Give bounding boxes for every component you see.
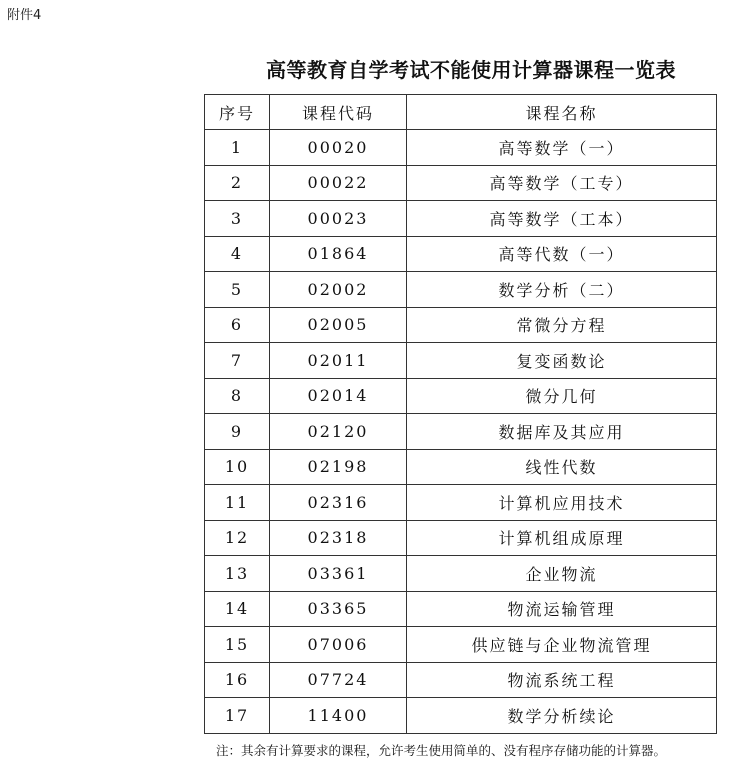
cell-seq: 6 bbox=[205, 307, 270, 343]
cell-course-code: 00022 bbox=[270, 165, 407, 201]
cell-seq: 12 bbox=[205, 520, 270, 556]
cell-course-code: 02316 bbox=[270, 485, 407, 521]
table-row bbox=[205, 165, 717, 201]
cell-seq: 3 bbox=[205, 201, 270, 237]
cell-course-code: 07006 bbox=[270, 627, 407, 663]
cell-course-code: 02014 bbox=[270, 378, 407, 414]
table-row bbox=[205, 627, 717, 663]
header-course-code: 课程代码 bbox=[270, 95, 407, 130]
cell-course-name: 供应链与企业物流管理 bbox=[407, 627, 717, 663]
cell-seq: 1 bbox=[205, 130, 270, 166]
attachment-label: 附件4 bbox=[7, 8, 42, 23]
table-row bbox=[205, 130, 717, 166]
cell-course-name: 数据库及其应用 bbox=[407, 414, 717, 450]
table-row bbox=[205, 591, 717, 627]
table-row bbox=[205, 485, 717, 521]
table-row bbox=[205, 662, 717, 698]
table-row bbox=[205, 201, 717, 237]
cell-course-name: 企业物流 bbox=[407, 556, 717, 592]
cell-course-code: 02120 bbox=[270, 414, 407, 450]
cell-seq: 10 bbox=[205, 449, 270, 485]
cell-seq: 15 bbox=[205, 627, 270, 663]
document-title: 高等教育自学考试不能使用计算器课程一览表 bbox=[266, 58, 676, 82]
table-row bbox=[205, 307, 717, 343]
cell-seq: 9 bbox=[205, 414, 270, 450]
cell-seq: 5 bbox=[205, 272, 270, 308]
cell-seq: 17 bbox=[205, 698, 270, 734]
cell-course-code: 00020 bbox=[270, 130, 407, 166]
table-header bbox=[205, 95, 717, 130]
table-row bbox=[205, 449, 717, 485]
cell-course-code: 11400 bbox=[270, 698, 407, 734]
cell-course-code: 00023 bbox=[270, 201, 407, 237]
table-row bbox=[205, 272, 717, 308]
table-row bbox=[205, 414, 717, 450]
cell-course-code: 02198 bbox=[270, 449, 407, 485]
cell-course-code: 03361 bbox=[270, 556, 407, 592]
course-table bbox=[204, 94, 717, 734]
cell-seq: 14 bbox=[205, 591, 270, 627]
cell-course-code: 02005 bbox=[270, 307, 407, 343]
footnote: 注：其余有计算要求的课程，允许考生使用简单的、没有程序存储功能的计算器。 bbox=[216, 743, 667, 758]
cell-seq: 16 bbox=[205, 662, 270, 698]
table-row bbox=[205, 236, 717, 272]
cell-course-name: 计算机组成原理 bbox=[407, 520, 717, 556]
table-body bbox=[205, 130, 717, 734]
cell-course-name: 数学分析（二） bbox=[407, 272, 717, 308]
table-row bbox=[205, 556, 717, 592]
cell-course-code: 03365 bbox=[270, 591, 407, 627]
table-row bbox=[205, 520, 717, 556]
cell-course-name: 高等代数（一） bbox=[407, 236, 717, 272]
cell-course-code: 02002 bbox=[270, 272, 407, 308]
table-row bbox=[205, 698, 717, 734]
cell-course-name: 数学分析续论 bbox=[407, 698, 717, 734]
cell-course-name: 复变函数论 bbox=[407, 343, 717, 379]
cell-seq: 13 bbox=[205, 556, 270, 592]
cell-course-code: 02011 bbox=[270, 343, 407, 379]
header-course-name: 课程名称 bbox=[407, 95, 717, 130]
cell-course-name: 线性代数 bbox=[407, 449, 717, 485]
cell-course-name: 物流系统工程 bbox=[407, 662, 717, 698]
cell-course-name: 常微分方程 bbox=[407, 307, 717, 343]
header-seq: 序号 bbox=[205, 95, 270, 130]
cell-course-code: 02318 bbox=[270, 520, 407, 556]
cell-seq: 2 bbox=[205, 165, 270, 201]
cell-course-code: 07724 bbox=[270, 662, 407, 698]
cell-course-name: 微分几何 bbox=[407, 378, 717, 414]
cell-seq: 4 bbox=[205, 236, 270, 272]
cell-seq: 7 bbox=[205, 343, 270, 379]
cell-course-name: 高等数学（工本） bbox=[407, 201, 717, 237]
table-row bbox=[205, 378, 717, 414]
cell-seq: 8 bbox=[205, 378, 270, 414]
cell-seq: 11 bbox=[205, 485, 270, 521]
cell-course-name: 计算机应用技术 bbox=[407, 485, 717, 521]
cell-course-name: 高等数学（工专） bbox=[407, 165, 717, 201]
cell-course-code: 01864 bbox=[270, 236, 407, 272]
table-header-row bbox=[205, 95, 717, 130]
cell-course-name: 高等数学（一） bbox=[407, 130, 717, 166]
table-row bbox=[205, 343, 717, 379]
cell-course-name: 物流运输管理 bbox=[407, 591, 717, 627]
